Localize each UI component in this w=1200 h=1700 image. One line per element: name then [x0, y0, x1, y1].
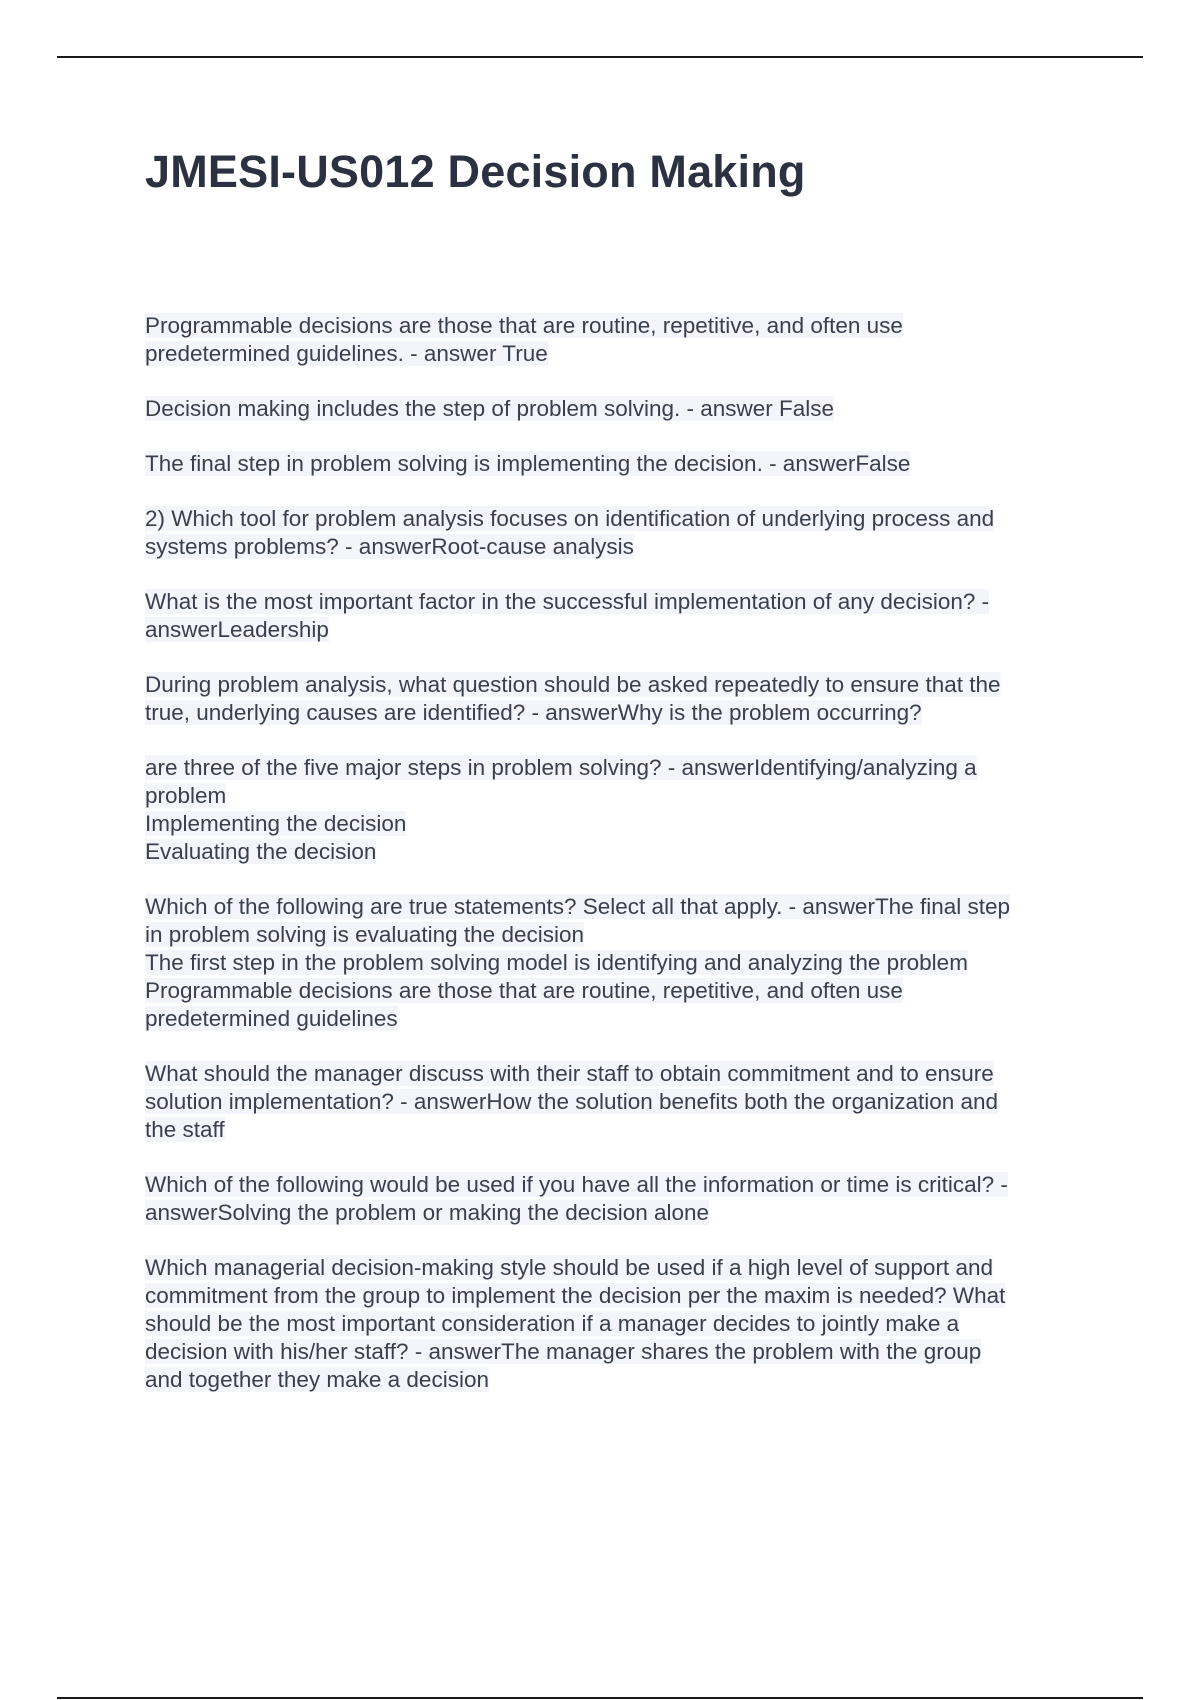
qa-item: [145, 1171, 1085, 1227]
top-divider: [57, 56, 1143, 58]
qa-line: [145, 671, 1085, 699]
qa-line: [145, 340, 1085, 368]
qa-text: Which of the following would be used if you have all the information or time is critical? -: [145, 1172, 1008, 1197]
qa-line: [145, 505, 1085, 533]
qa-item: [145, 450, 1085, 478]
page-title: JMESI-US012 Decision Making: [145, 146, 806, 197]
qa-line: [145, 1116, 1085, 1144]
qa-text: systems problems? - answerRoot-cause analysis: [145, 534, 634, 559]
qa-item: [145, 1254, 1085, 1394]
qa-line: [145, 1366, 1085, 1394]
qa-text: Implementing the decision: [145, 811, 407, 836]
qa-line: [145, 450, 1085, 478]
qa-line: [145, 588, 1085, 616]
qa-item: [145, 588, 1085, 644]
qa-text: and together they make a decision: [145, 1367, 489, 1392]
qa-line: [145, 395, 1085, 423]
qa-line: [145, 1338, 1085, 1366]
qa-line: [145, 1199, 1085, 1227]
qa-line: [145, 616, 1085, 644]
qa-line: [145, 754, 1085, 782]
qa-text: in problem solving is evaluating the decision: [145, 922, 585, 947]
qa-item: [145, 754, 1085, 866]
qa-line: [145, 810, 1085, 838]
qa-text: What is the most important factor in the successful implementation of any decision? -: [145, 589, 990, 614]
qa-text: predetermined guidelines. - answer True: [145, 341, 548, 366]
qa-text: are three of the five major steps in problem solving? - answerIdentifying/analyzing a: [145, 755, 977, 780]
qa-line: [145, 1171, 1085, 1199]
bottom-divider: [57, 1697, 1143, 1699]
qa-line: [145, 1060, 1085, 1088]
qa-text: Evaluating the decision: [145, 839, 377, 864]
qa-text: 2) Which tool for problem analysis focuses on identification of underlying process and: [145, 506, 995, 531]
qa-line: [145, 838, 1085, 866]
qa-text: answerLeadership: [145, 617, 329, 642]
qa-list: [145, 312, 1085, 1421]
qa-text: solution implementation? - answerHow the solution benefits both the organization and: [145, 1089, 999, 1114]
qa-text: commitment from the group to implement the decision per the maxim is needed? What: [145, 1283, 1006, 1308]
qa-item: [145, 671, 1085, 727]
qa-text: What should the manager discuss with their staff to obtain commitment and to ensure: [145, 1061, 994, 1086]
qa-item: [145, 505, 1085, 561]
qa-line: [145, 949, 1085, 977]
qa-line: [145, 1005, 1085, 1033]
qa-text: should be the most important consideration if a manager decides to jointly make a: [145, 1311, 960, 1336]
qa-line: [145, 921, 1085, 949]
qa-text: true, underlying causes are identified? - answerWhy is the problem occurring?: [145, 700, 922, 725]
qa-text: Which managerial decision-making style should be used if a high level of support and: [145, 1255, 993, 1280]
qa-text: The first step in the problem solving model is identifying and analyzing the problem: [145, 950, 968, 975]
qa-line: [145, 1088, 1085, 1116]
qa-item: [145, 1060, 1085, 1144]
qa-text: predetermined guidelines: [145, 1006, 398, 1031]
qa-text: Decision making includes the step of problem solving. - answer False: [145, 396, 835, 421]
qa-line: [145, 977, 1085, 1005]
qa-text: Programmable decisions are those that are routine, repetitive, and often use: [145, 313, 903, 338]
qa-text: During problem analysis, what question should be asked repeatedly to ensure that the: [145, 672, 1001, 697]
qa-item: [145, 893, 1085, 1033]
qa-line: [145, 1282, 1085, 1310]
qa-line: [145, 782, 1085, 810]
qa-line: [145, 533, 1085, 561]
qa-line: [145, 699, 1085, 727]
qa-text: decision with his/her staff? - answerThe manager shares the problem with the group: [145, 1339, 982, 1364]
qa-line: [145, 312, 1085, 340]
qa-text: Which of the following are true statements? Select all that apply. - answerThe final step: [145, 894, 1011, 919]
qa-line: [145, 1254, 1085, 1282]
qa-text: the staff: [145, 1117, 225, 1142]
qa-line: [145, 893, 1085, 921]
qa-text: Programmable decisions are those that are routine, repetitive, and often use: [145, 978, 903, 1003]
qa-text: answerSolving the problem or making the decision alone: [145, 1200, 710, 1225]
qa-line: [145, 1310, 1085, 1338]
qa-item: [145, 395, 1085, 423]
qa-text: The final step in problem solving is implementing the decision. - answerFalse: [145, 451, 911, 476]
qa-item: [145, 312, 1085, 368]
qa-text: problem: [145, 783, 227, 808]
